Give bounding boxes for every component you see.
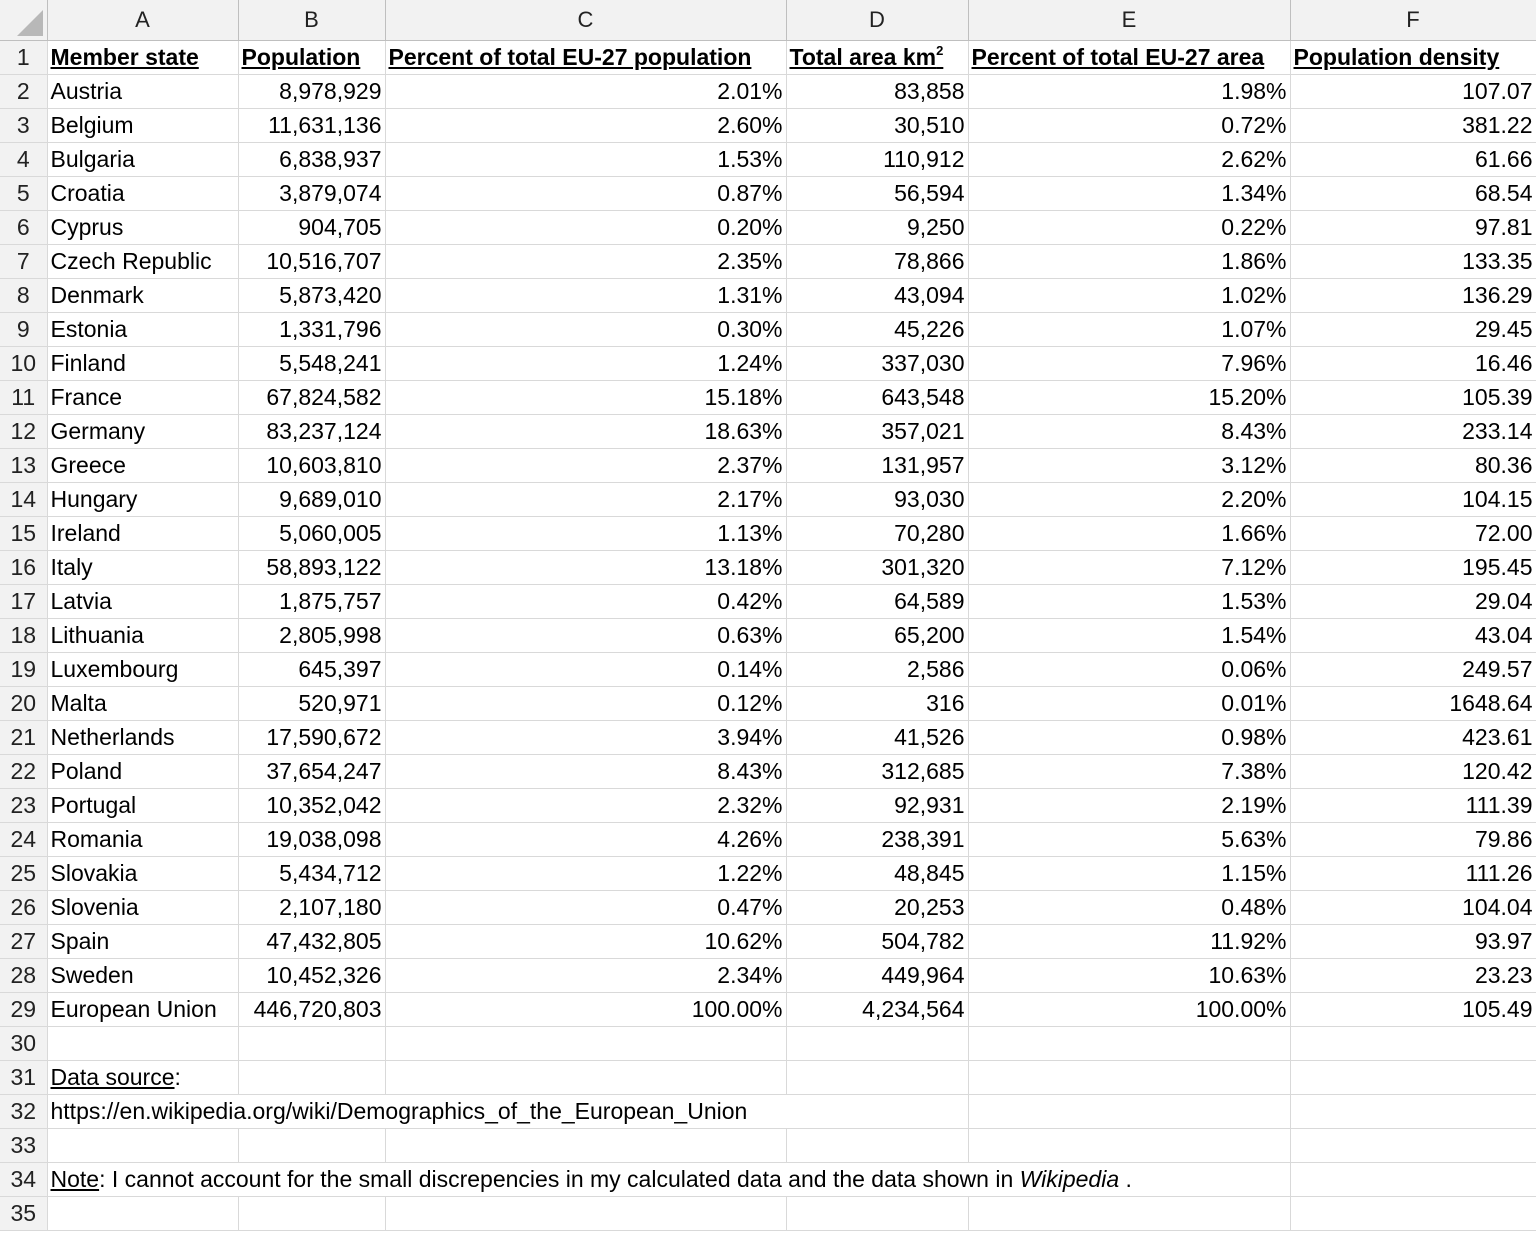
- cell-population[interactable]: 9,689,010: [238, 483, 385, 517]
- cell-percent-area[interactable]: 15.20%: [968, 381, 1290, 415]
- cell-percent-area[interactable]: 1.15%: [968, 857, 1290, 891]
- cell-percent-population[interactable]: 0.14%: [385, 653, 786, 687]
- cell-member-state[interactable]: Belgium: [47, 109, 238, 143]
- cell-member-state[interactable]: Estonia: [47, 313, 238, 347]
- row-number[interactable]: 12: [0, 415, 47, 449]
- table-row: [0, 619, 1536, 653]
- note-label: Note: [50, 1166, 100, 1192]
- cell-population-density[interactable]: 97.81: [1290, 211, 1536, 245]
- cell-member-state[interactable]: Germany: [47, 415, 238, 449]
- cell-population[interactable]: 645,397: [238, 653, 385, 687]
- empty-row: [0, 1129, 1536, 1163]
- cell[interactable]: [47, 1197, 238, 1231]
- cell-percent-area[interactable]: 1.02%: [968, 279, 1290, 313]
- cell[interactable]: [47, 1027, 238, 1061]
- cell-percent-area[interactable]: 10.63%: [968, 959, 1290, 993]
- row-number[interactable]: 28: [0, 959, 47, 993]
- cell-population[interactable]: 520,971: [238, 687, 385, 721]
- cell-member-state[interactable]: Ireland: [47, 517, 238, 551]
- row-number[interactable]: 19: [0, 653, 47, 687]
- cell[interactable]: [968, 1197, 1290, 1231]
- note-cell[interactable]: [47, 1163, 1290, 1197]
- table-row: [0, 585, 1536, 619]
- cell-population-density[interactable]: 195.45: [1290, 551, 1536, 585]
- cell[interactable]: [385, 1027, 786, 1061]
- cell-percent-area[interactable]: 0.48%: [968, 891, 1290, 925]
- cell-population-density[interactable]: 16.46: [1290, 347, 1536, 381]
- cell-percent-population[interactable]: 2.35%: [385, 245, 786, 279]
- cell[interactable]: [1290, 1163, 1536, 1197]
- row-number[interactable]: 23: [0, 789, 47, 823]
- cell-member-state[interactable]: Romania: [47, 823, 238, 857]
- cell-population-density[interactable]: 120.42: [1290, 755, 1536, 789]
- cell-population[interactable]: 67,824,582: [238, 381, 385, 415]
- cell-member-state[interactable]: Cyprus: [47, 211, 238, 245]
- note-text: : I cannot account for the small discrepencies in my calculated data and the data shown in: [99, 1166, 1020, 1192]
- row-number[interactable]: 5: [0, 177, 47, 211]
- cell-percent-population[interactable]: 2.32%: [385, 789, 786, 823]
- cell-total-area[interactable]: 643,548: [786, 381, 968, 415]
- cell-percent-population[interactable]: 2.37%: [385, 449, 786, 483]
- row-number[interactable]: 33: [0, 1129, 47, 1163]
- cell-population-density[interactable]: 93.97: [1290, 925, 1536, 959]
- cell-percent-population[interactable]: 1.31%: [385, 279, 786, 313]
- cell-member-state[interactable]: Finland: [47, 347, 238, 381]
- row-number[interactable]: 1: [0, 41, 47, 75]
- cell-percent-population[interactable]: 2.60%: [385, 109, 786, 143]
- cell-percent-population[interactable]: 1.13%: [385, 517, 786, 551]
- header-total-area[interactable]: [786, 41, 968, 75]
- cell-total-area[interactable]: 110,912: [786, 143, 968, 177]
- cell-population-density[interactable]: 1648.64: [1290, 687, 1536, 721]
- cell-population-density[interactable]: 79.86: [1290, 823, 1536, 857]
- table-row: [0, 755, 1536, 789]
- column-header-row: [0, 0, 1536, 41]
- cell-percent-area[interactable]: 1.53%: [968, 585, 1290, 619]
- cell-percent-area[interactable]: 1.54%: [968, 619, 1290, 653]
- cell-population[interactable]: 2,805,998: [238, 619, 385, 653]
- header-row: [0, 41, 1536, 75]
- cell-population[interactable]: 6,838,937: [238, 143, 385, 177]
- row-number[interactable]: 6: [0, 211, 47, 245]
- cell-population[interactable]: 19,038,098: [238, 823, 385, 857]
- cell-population[interactable]: 5,873,420: [238, 279, 385, 313]
- cell-percent-area[interactable]: 2.19%: [968, 789, 1290, 823]
- table-row: [0, 653, 1536, 687]
- cell-member-state[interactable]: Poland: [47, 755, 238, 789]
- cell-percent-population[interactable]: 0.63%: [385, 619, 786, 653]
- cell-population-density[interactable]: 80.36: [1290, 449, 1536, 483]
- cell-member-state[interactable]: Netherlands: [47, 721, 238, 755]
- cell-member-state[interactable]: Luxembourg: [47, 653, 238, 687]
- cell-percent-area[interactable]: 11.92%: [968, 925, 1290, 959]
- cell-population[interactable]: 37,654,247: [238, 755, 385, 789]
- cell-total-area[interactable]: 316: [786, 687, 968, 721]
- cell-population-density[interactable]: 105.49: [1290, 993, 1536, 1027]
- cell-percent-population[interactable]: 100.00%: [385, 993, 786, 1027]
- cell-population-density[interactable]: 61.66: [1290, 143, 1536, 177]
- cell-population-density[interactable]: 107.07: [1290, 75, 1536, 109]
- cell-total-area[interactable]: 504,782: [786, 925, 968, 959]
- cell-total-area[interactable]: 312,685: [786, 755, 968, 789]
- column-header-e[interactable]: E: [968, 0, 1290, 41]
- cell-total-area[interactable]: 337,030: [786, 347, 968, 381]
- column-header-b[interactable]: B: [238, 0, 385, 41]
- cell-member-state[interactable]: Lithuania: [47, 619, 238, 653]
- cell-population-density[interactable]: 105.39: [1290, 381, 1536, 415]
- cell-population-density[interactable]: 423.61: [1290, 721, 1536, 755]
- row-number[interactable]: 27: [0, 925, 47, 959]
- table-row: [0, 857, 1536, 891]
- cell-population-density[interactable]: 104.15: [1290, 483, 1536, 517]
- cell[interactable]: [1290, 1095, 1536, 1129]
- cell-percent-population[interactable]: 0.20%: [385, 211, 786, 245]
- table-row: [0, 415, 1536, 449]
- cell-percent-population[interactable]: 15.18%: [385, 381, 786, 415]
- table-row: [0, 891, 1536, 925]
- cell-population-density[interactable]: 104.04: [1290, 891, 1536, 925]
- cell-population[interactable]: 5,060,005: [238, 517, 385, 551]
- cell[interactable]: [786, 1197, 968, 1231]
- header-population-density[interactable]: Population density: [1290, 41, 1536, 75]
- cell-population[interactable]: 10,603,810: [238, 449, 385, 483]
- cell-percent-population[interactable]: 0.42%: [385, 585, 786, 619]
- cell-total-area[interactable]: 93,030: [786, 483, 968, 517]
- cell-population[interactable]: 47,432,805: [238, 925, 385, 959]
- cell-percent-population[interactable]: 1.53%: [385, 143, 786, 177]
- table-row: [0, 551, 1536, 585]
- cell-population-density[interactable]: 381.22: [1290, 109, 1536, 143]
- row-number[interactable]: 30: [0, 1027, 47, 1061]
- row-number[interactable]: 16: [0, 551, 47, 585]
- cell-member-state[interactable]: Croatia: [47, 177, 238, 211]
- row-number[interactable]: 18: [0, 619, 47, 653]
- cell-percent-area[interactable]: 0.98%: [968, 721, 1290, 755]
- table-row: [0, 721, 1536, 755]
- row-number[interactable]: 22: [0, 755, 47, 789]
- cell-population-density[interactable]: 68.54: [1290, 177, 1536, 211]
- cell-percent-population[interactable]: 13.18%: [385, 551, 786, 585]
- cell-total-area[interactable]: 357,021: [786, 415, 968, 449]
- cell-percent-area[interactable]: 0.22%: [968, 211, 1290, 245]
- cell-total-area[interactable]: 30,510: [786, 109, 968, 143]
- cell-population-density[interactable]: 29.45: [1290, 313, 1536, 347]
- table-row: [0, 381, 1536, 415]
- cell-population-density[interactable]: 111.26: [1290, 857, 1536, 891]
- cell-member-state[interactable]: Italy: [47, 551, 238, 585]
- table-row: [0, 313, 1536, 347]
- row-number[interactable]: 25: [0, 857, 47, 891]
- row-number[interactable]: 35: [0, 1197, 47, 1231]
- table-row: [0, 789, 1536, 823]
- cell-percent-population[interactable]: 1.24%: [385, 347, 786, 381]
- table-row: [0, 177, 1536, 211]
- cell-percent-area[interactable]: 1.34%: [968, 177, 1290, 211]
- cell[interactable]: [786, 1129, 968, 1163]
- row-number[interactable]: 14: [0, 483, 47, 517]
- cell-percent-population[interactable]: 0.12%: [385, 687, 786, 721]
- row-number[interactable]: 10: [0, 347, 47, 381]
- cell-total-area[interactable]: 56,594: [786, 177, 968, 211]
- table-row: [0, 993, 1536, 1027]
- cell-total-area[interactable]: 92,931: [786, 789, 968, 823]
- cell-percent-population[interactable]: 18.63%: [385, 415, 786, 449]
- cell-percent-area[interactable]: 0.01%: [968, 687, 1290, 721]
- cell-member-state[interactable]: Greece: [47, 449, 238, 483]
- cell-population[interactable]: 2,107,180: [238, 891, 385, 925]
- source-label-row: [0, 1061, 1536, 1095]
- cell-percent-population[interactable]: 0.47%: [385, 891, 786, 925]
- cell-total-area[interactable]: 48,845: [786, 857, 968, 891]
- cell[interactable]: [238, 1129, 385, 1163]
- cell-percent-population[interactable]: 0.87%: [385, 177, 786, 211]
- cell-percent-area[interactable]: 0.72%: [968, 109, 1290, 143]
- select-all-icon: [17, 10, 43, 36]
- cell-total-area[interactable]: 65,200: [786, 619, 968, 653]
- column-header-a[interactable]: A: [47, 0, 238, 41]
- cell[interactable]: [968, 1061, 1290, 1095]
- cell-total-area[interactable]: 41,526: [786, 721, 968, 755]
- cell-percent-area[interactable]: 5.63%: [968, 823, 1290, 857]
- cell-percent-area[interactable]: 0.06%: [968, 653, 1290, 687]
- cell-total-area[interactable]: 83,858: [786, 75, 968, 109]
- cell-total-area[interactable]: 4,234,564: [786, 993, 968, 1027]
- header-member-state[interactable]: Member state: [47, 41, 238, 75]
- cell-member-state[interactable]: Hungary: [47, 483, 238, 517]
- cell-population[interactable]: 8,978,929: [238, 75, 385, 109]
- cell-percent-population[interactable]: 4.26%: [385, 823, 786, 857]
- header-percent-area[interactable]: Percent of total EU-27 area: [968, 41, 1290, 75]
- column-header-c[interactable]: C: [385, 0, 786, 41]
- table-row: [0, 279, 1536, 313]
- cell-member-state[interactable]: Slovenia: [47, 891, 238, 925]
- cell-population-density[interactable]: 23.23: [1290, 959, 1536, 993]
- cell-percent-area[interactable]: 1.66%: [968, 517, 1290, 551]
- cell-total-area[interactable]: 301,320: [786, 551, 968, 585]
- cell-member-state[interactable]: Sweden: [47, 959, 238, 993]
- cell-percent-area[interactable]: 1.07%: [968, 313, 1290, 347]
- header-total-area-label: Total area km: [789, 44, 937, 70]
- row-number[interactable]: 32: [0, 1095, 47, 1129]
- empty-row: [0, 1197, 1536, 1231]
- row-number[interactable]: 9: [0, 313, 47, 347]
- cell-member-state[interactable]: Bulgaria: [47, 143, 238, 177]
- cell-population-density[interactable]: 249.57: [1290, 653, 1536, 687]
- cell-percent-population[interactable]: 1.22%: [385, 857, 786, 891]
- column-header-d[interactable]: D: [786, 0, 968, 41]
- table-row: [0, 925, 1536, 959]
- cell-member-state[interactable]: Malta: [47, 687, 238, 721]
- empty-row: [0, 1027, 1536, 1061]
- note-row: [0, 1163, 1536, 1197]
- cell-population-density[interactable]: 29.04: [1290, 585, 1536, 619]
- cell-total-area[interactable]: 238,391: [786, 823, 968, 857]
- cell-percent-population[interactable]: 10.62%: [385, 925, 786, 959]
- row-number[interactable]: 31: [0, 1061, 47, 1095]
- cell-population-density[interactable]: 72.00: [1290, 517, 1536, 551]
- table-row: [0, 109, 1536, 143]
- cell-population[interactable]: 10,452,326: [238, 959, 385, 993]
- cell-population-density[interactable]: 133.35: [1290, 245, 1536, 279]
- row-number[interactable]: 7: [0, 245, 47, 279]
- table-row: [0, 823, 1536, 857]
- cell-percent-area[interactable]: 8.43%: [968, 415, 1290, 449]
- table-row: [0, 449, 1536, 483]
- cell[interactable]: [385, 1129, 786, 1163]
- cell-population[interactable]: 10,352,042: [238, 789, 385, 823]
- cell-population-density[interactable]: 136.29: [1290, 279, 1536, 313]
- cell-total-area[interactable]: 449,964: [786, 959, 968, 993]
- source-colon: :: [174, 1064, 181, 1090]
- source-label: Data source: [50, 1064, 175, 1090]
- cell-member-state[interactable]: Czech Republic: [47, 245, 238, 279]
- cell-population[interactable]: 17,590,672: [238, 721, 385, 755]
- source-url-cell[interactable]: https://en.wikipedia.org/wiki/Demographics_of_the_European_Union: [47, 1095, 968, 1129]
- table-row: [0, 245, 1536, 279]
- cell-percent-population[interactable]: 2.17%: [385, 483, 786, 517]
- cell-total-area[interactable]: 45,226: [786, 313, 968, 347]
- cell[interactable]: [1290, 1129, 1536, 1163]
- cell-percent-area[interactable]: 1.98%: [968, 75, 1290, 109]
- header-total-area-superscript: 2: [936, 43, 944, 58]
- cell-percent-area[interactable]: 2.20%: [968, 483, 1290, 517]
- cell[interactable]: [1290, 1027, 1536, 1061]
- cell-percent-area[interactable]: 100.00%: [968, 993, 1290, 1027]
- cell-population-density[interactable]: 233.14: [1290, 415, 1536, 449]
- cell[interactable]: [238, 1197, 385, 1231]
- note-end: .: [1119, 1166, 1132, 1192]
- column-header-f[interactable]: F: [1290, 0, 1536, 41]
- cell-total-area[interactable]: 2,586: [786, 653, 968, 687]
- table-row: [0, 959, 1536, 993]
- cell-percent-area[interactable]: 7.96%: [968, 347, 1290, 381]
- row-number[interactable]: 20: [0, 687, 47, 721]
- cell-member-state[interactable]: European Union: [47, 993, 238, 1027]
- cell[interactable]: [968, 1095, 1290, 1129]
- table-row: [0, 211, 1536, 245]
- cell-population[interactable]: 1,331,796: [238, 313, 385, 347]
- cell-member-state[interactable]: Spain: [47, 925, 238, 959]
- cell-population[interactable]: 3,879,074: [238, 177, 385, 211]
- header-population[interactable]: Population: [238, 41, 385, 75]
- cell[interactable]: [968, 1129, 1290, 1163]
- table-row: [0, 347, 1536, 381]
- header-percent-population[interactable]: Percent of total EU-27 population: [385, 41, 786, 75]
- cell-total-area[interactable]: 9,250: [786, 211, 968, 245]
- cell-population[interactable]: 446,720,803: [238, 993, 385, 1027]
- cell-percent-population[interactable]: 0.30%: [385, 313, 786, 347]
- cell[interactable]: [385, 1197, 786, 1231]
- cell[interactable]: [968, 1027, 1290, 1061]
- cell[interactable]: [385, 1061, 786, 1095]
- table-row: [0, 143, 1536, 177]
- note-italic: Wikipedia: [1019, 1166, 1120, 1192]
- row-number[interactable]: 29: [0, 993, 47, 1027]
- row-number[interactable]: 24: [0, 823, 47, 857]
- table-row: [0, 687, 1536, 721]
- cell-population-density[interactable]: 111.39: [1290, 789, 1536, 823]
- cell-member-state[interactable]: Austria: [47, 75, 238, 109]
- cell[interactable]: [238, 1027, 385, 1061]
- cell-population[interactable]: 904,705: [238, 211, 385, 245]
- cell-member-state[interactable]: Denmark: [47, 279, 238, 313]
- source-label-cell[interactable]: [47, 1061, 238, 1095]
- row-number[interactable]: 26: [0, 891, 47, 925]
- source-url-row: [0, 1095, 1536, 1129]
- cell-percent-area[interactable]: 1.86%: [968, 245, 1290, 279]
- cell-percent-population[interactable]: 8.43%: [385, 755, 786, 789]
- select-all-button[interactable]: [0, 0, 47, 41]
- cell-percent-population[interactable]: 3.94%: [385, 721, 786, 755]
- cell-member-state[interactable]: France: [47, 381, 238, 415]
- row-number[interactable]: 17: [0, 585, 47, 619]
- row-number[interactable]: 13: [0, 449, 47, 483]
- cell-member-state[interactable]: Portugal: [47, 789, 238, 823]
- cell-population[interactable]: 5,548,241: [238, 347, 385, 381]
- cell-total-area[interactable]: 70,280: [786, 517, 968, 551]
- cell-percent-area[interactable]: 2.62%: [968, 143, 1290, 177]
- cell-percent-area[interactable]: 3.12%: [968, 449, 1290, 483]
- cell-total-area[interactable]: 20,253: [786, 891, 968, 925]
- row-number[interactable]: 3: [0, 109, 47, 143]
- cell-population[interactable]: 11,631,136: [238, 109, 385, 143]
- row-number[interactable]: 2: [0, 75, 47, 109]
- cell-population[interactable]: 10,516,707: [238, 245, 385, 279]
- cell-percent-area[interactable]: 7.38%: [968, 755, 1290, 789]
- cell[interactable]: [786, 1061, 968, 1095]
- table-row: [0, 483, 1536, 517]
- cell[interactable]: [238, 1061, 385, 1095]
- row-number[interactable]: 21: [0, 721, 47, 755]
- cell-member-state[interactable]: Latvia: [47, 585, 238, 619]
- row-number[interactable]: 34: [0, 1163, 47, 1197]
- row-number[interactable]: 15: [0, 517, 47, 551]
- cell-population-density[interactable]: 43.04: [1290, 619, 1536, 653]
- table-row: [0, 75, 1536, 109]
- cell-member-state[interactable]: Slovakia: [47, 857, 238, 891]
- cell-population[interactable]: 58,893,122: [238, 551, 385, 585]
- cell[interactable]: [47, 1129, 238, 1163]
- cell-population[interactable]: 83,237,124: [238, 415, 385, 449]
- cell[interactable]: [786, 1027, 968, 1061]
- table-row: [0, 517, 1536, 551]
- cell[interactable]: [1290, 1197, 1536, 1231]
- row-number[interactable]: 8: [0, 279, 47, 313]
- row-number[interactable]: 4: [0, 143, 47, 177]
- cell-population[interactable]: 1,875,757: [238, 585, 385, 619]
- cell[interactable]: [1290, 1061, 1536, 1095]
- cell-population[interactable]: 5,434,712: [238, 857, 385, 891]
- cell-percent-population[interactable]: 2.01%: [385, 75, 786, 109]
- cell-total-area[interactable]: 78,866: [786, 245, 968, 279]
- cell-percent-population[interactable]: 2.34%: [385, 959, 786, 993]
- cell-percent-area[interactable]: 7.12%: [968, 551, 1290, 585]
- cell-total-area[interactable]: 64,589: [786, 585, 968, 619]
- cell-total-area[interactable]: 43,094: [786, 279, 968, 313]
- cell-total-area[interactable]: 131,957: [786, 449, 968, 483]
- row-number[interactable]: 11: [0, 381, 47, 415]
